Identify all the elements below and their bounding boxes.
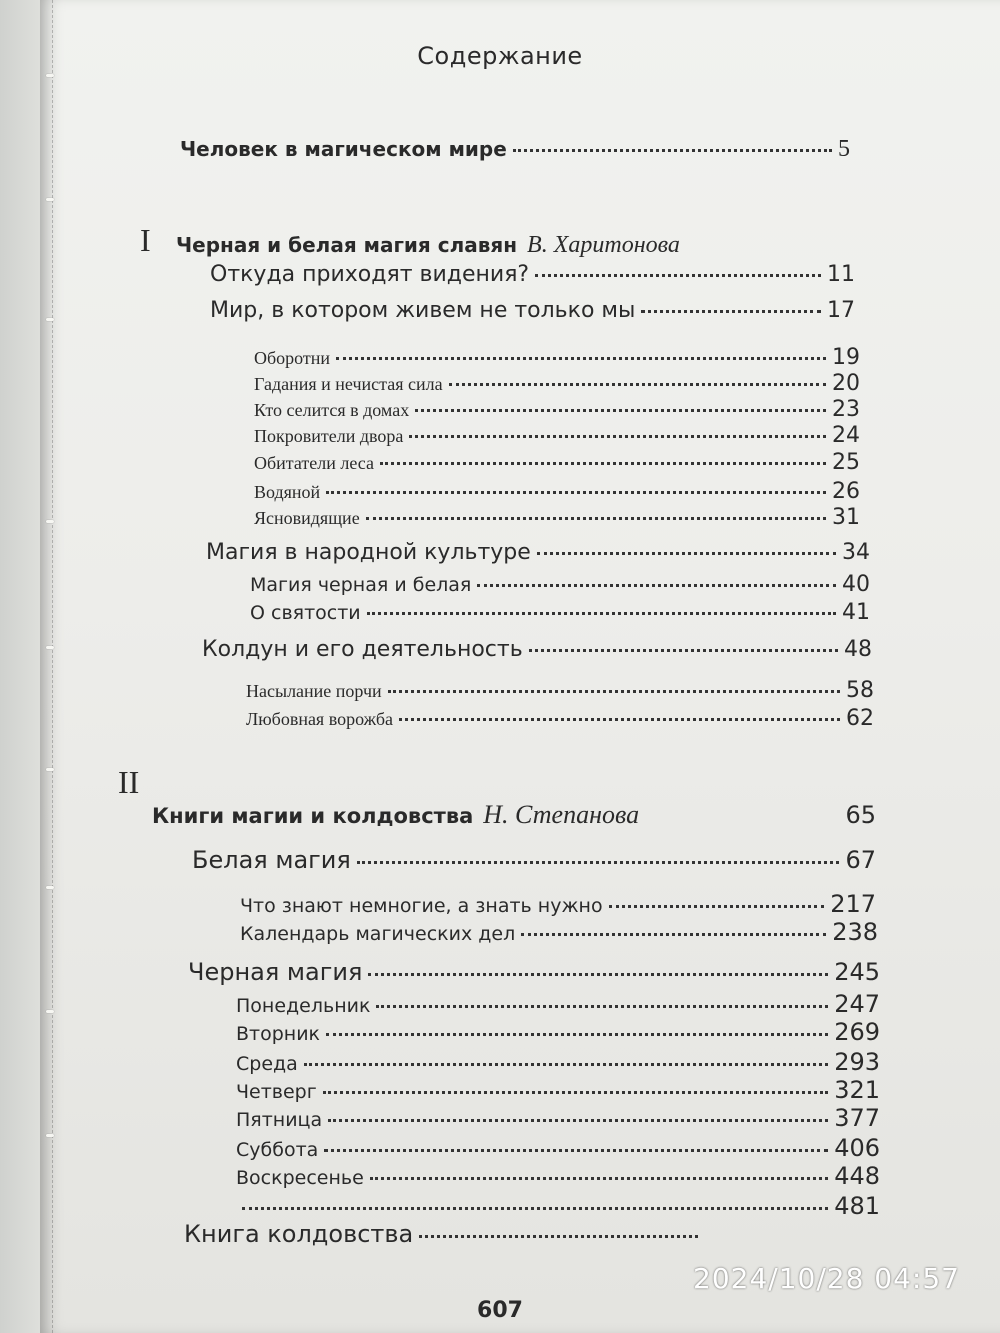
toc-entry (188, 958, 880, 986)
leader-dots (328, 1118, 828, 1122)
toc-entry-page: 217 (830, 890, 876, 918)
toc-entry (184, 1220, 704, 1248)
toc-entry-label: Насылание порчи (246, 681, 382, 701)
toc-entry-page: 23 (832, 397, 860, 422)
toc-entry-page: 17 (827, 298, 855, 323)
toc-entry-page: 25 (832, 450, 860, 475)
binding-stitch (46, 74, 54, 77)
leader-dots (399, 717, 840, 721)
leader-dots (366, 516, 826, 520)
toc-entry-page: 40 (842, 572, 870, 597)
part-heading-label: Черная и белая магия славян (176, 233, 518, 257)
leader-dots (336, 356, 826, 360)
leader-dots (449, 382, 826, 386)
leader-dots (409, 434, 826, 438)
toc-entry (236, 1162, 880, 1190)
toc-entry-page: 321 (834, 1076, 880, 1104)
part-heading-author: В. Харитонова (527, 232, 680, 258)
toc-entry (254, 371, 860, 396)
toc-entry-page: 448 (834, 1162, 880, 1190)
toc-entry-page: 269 (834, 1018, 880, 1046)
toc-entry-label: Мир, в котором живем не только мы (210, 298, 636, 323)
part-heading-author: Н. Степанова (483, 800, 640, 829)
toc-entry-label: Колдун и его деятельность (202, 637, 523, 662)
page-number: 607 (477, 1298, 523, 1323)
toc-entry (236, 1192, 880, 1220)
leader-dots (326, 490, 826, 494)
leader-dots (477, 583, 836, 587)
toc-entry-page: 377 (834, 1104, 880, 1132)
toc-entry-page: 58 (846, 678, 874, 703)
leader-dots (415, 408, 826, 412)
toc-entry-label: Книга колдовства (184, 1220, 414, 1248)
leader-dots (641, 309, 821, 313)
leader-dots (513, 148, 832, 152)
toc-entry (254, 505, 860, 530)
toc-entry-label: Гадания и нечистая сила (254, 374, 443, 394)
part-heading (152, 800, 876, 830)
toc-entry-page: 62 (846, 706, 874, 731)
leader-dots (370, 1176, 828, 1180)
toc-entry (240, 890, 876, 918)
leader-dots (388, 689, 840, 693)
toc-entry (254, 345, 860, 370)
binding-stitch (46, 1134, 54, 1137)
part-numeral: II (118, 764, 140, 800)
toc-entry-label: Суббота (236, 1139, 319, 1161)
leader-dots (529, 648, 838, 652)
toc-entry (246, 706, 874, 731)
binding-stitch (46, 198, 54, 201)
toc-entry-page: 26 (832, 479, 860, 504)
toc-entry-page: 67 (845, 846, 876, 874)
toc-entry-label: Любовная ворожба (246, 709, 393, 729)
toc-entry (236, 1048, 880, 1076)
toc-entry (250, 572, 870, 597)
toc-entry (250, 600, 870, 625)
toc-entry (236, 1104, 880, 1132)
part-heading (176, 232, 866, 259)
toc-entry-label: Магия черная и белая (250, 574, 472, 596)
toc-entry-page: 293 (834, 1048, 880, 1076)
toc-entry (180, 136, 850, 163)
toc-entry (254, 450, 860, 475)
leader-dots (324, 1148, 828, 1152)
toc-entry-label: Откуда приходят видения? (210, 262, 530, 287)
part-heading-page: 65 (845, 801, 876, 829)
leader-dots (323, 1090, 828, 1094)
toc-entry-page: 31 (832, 505, 860, 530)
leader-dots (380, 461, 826, 465)
toc-entry-label: Белая магия (192, 846, 351, 874)
toc-entry-label: Что знают немногие, а знать нужно (240, 895, 603, 917)
leader-dots (367, 611, 836, 615)
leader-dots (326, 1032, 828, 1036)
toc-entry-page: 24 (832, 423, 860, 448)
binding-stitch (46, 318, 54, 321)
toc-entry-page: 245 (834, 958, 880, 986)
toc-entry-page: 406 (834, 1134, 880, 1162)
binding-stitch (46, 768, 54, 771)
toc-entry-label: Покровители двора (254, 426, 404, 446)
leader-dots (537, 551, 836, 555)
toc-entry-page: 238 (832, 918, 878, 946)
toc-entry (236, 1018, 880, 1046)
part-numeral: I (140, 222, 151, 258)
leader-dots (535, 273, 821, 277)
toc-entry-label: Водяной (254, 482, 321, 502)
toc-entry (254, 479, 860, 504)
toc-entry-page: 11 (827, 262, 855, 287)
toc-entry-label: Среда (236, 1053, 298, 1075)
toc-entry-label: Оборотни (254, 348, 331, 368)
toc-entry-label: Ясновидящие (254, 508, 360, 528)
toc-entry-label: Пятница (236, 1109, 323, 1131)
toc-entry (192, 846, 876, 874)
toc-entry (236, 990, 880, 1018)
toc-entry-label: Календарь магических дел (240, 923, 516, 945)
toc-entry (210, 262, 855, 287)
binding-stitch (46, 520, 54, 523)
leader-dots (609, 904, 825, 908)
leader-dots (376, 1004, 828, 1008)
leader-dots (368, 972, 828, 976)
toc-entry-label: О святости (250, 602, 361, 624)
toc-entry-page: 247 (834, 990, 880, 1018)
page-title: Содержание (417, 42, 583, 70)
toc-entry-label: Кто селится в домах (254, 400, 410, 420)
toc-entry-label: Четверг (236, 1081, 317, 1103)
leader-dots (242, 1206, 828, 1210)
leader-dots (304, 1062, 828, 1066)
toc-entry-label: Вторник (236, 1023, 321, 1045)
toc-entry (206, 540, 870, 565)
toc-entry-label: Человек в магическом мире (180, 137, 507, 161)
toc-entry-page: 20 (832, 371, 860, 396)
photo-timestamp: 2024/10/28 04:57 (693, 1262, 960, 1295)
toc-entry (246, 678, 874, 703)
toc-entry (240, 918, 878, 946)
toc-entry-page: 5 (838, 136, 850, 162)
leader-dots (521, 932, 826, 936)
leader-dots (419, 1234, 698, 1238)
leader-dots (357, 860, 840, 864)
toc-entry-page: 34 (842, 540, 870, 565)
part-heading-label: Книги магии и колдовства (152, 804, 474, 828)
toc-entry (210, 298, 855, 323)
toc-entry-label: Черная магия (188, 958, 363, 986)
binding-stitch (46, 886, 54, 889)
toc-entry-label: Обитатели леса (254, 453, 374, 473)
toc-entry-page: 48 (844, 637, 872, 662)
toc-entry-label: Магия в народной культуре (206, 540, 531, 565)
binding-stitch (46, 1010, 54, 1013)
toc-entry (236, 1076, 880, 1104)
toc-entry (202, 637, 872, 662)
leader-dots (645, 815, 839, 819)
toc-entry-label: Воскресенье (236, 1167, 364, 1189)
toc-entry-page: 481 (834, 1192, 880, 1220)
toc-entry-page: 19 (832, 345, 860, 370)
toc-entry (254, 397, 860, 422)
toc-entry (236, 1134, 880, 1162)
toc-entry-page: 41 (842, 600, 870, 625)
toc-entry (254, 423, 860, 448)
toc-entry-label: Понедельник (236, 995, 371, 1017)
binding-stitch (46, 646, 54, 649)
